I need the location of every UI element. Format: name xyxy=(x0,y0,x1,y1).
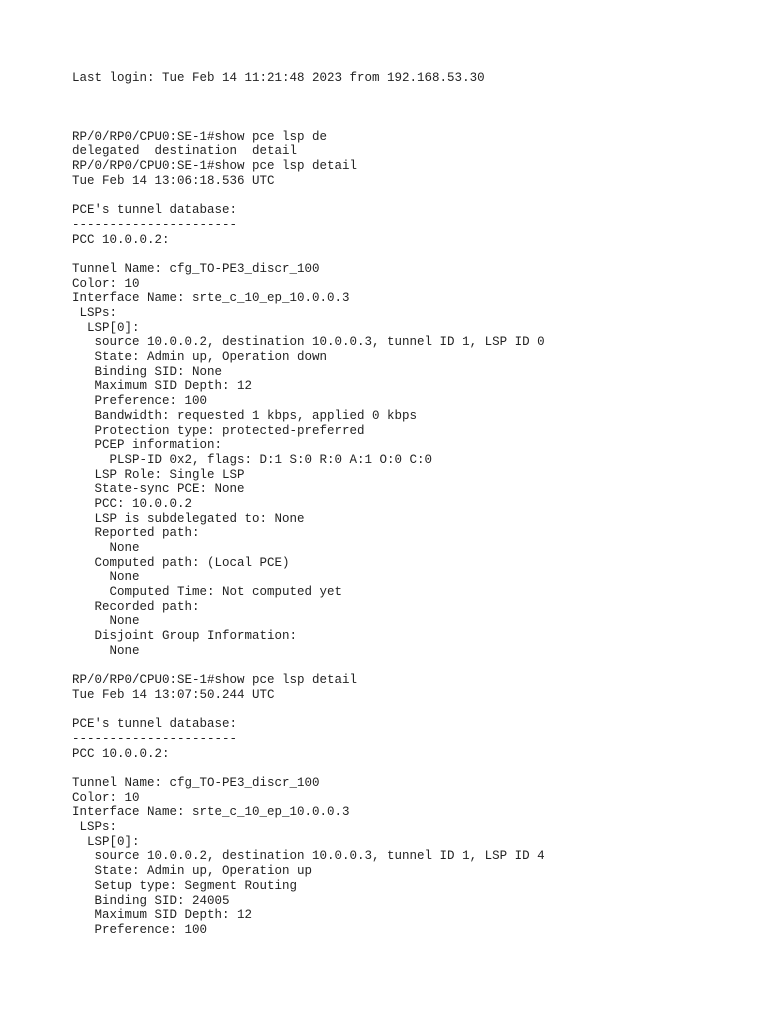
terminal-line: Computed Time: Not computed yet xyxy=(72,585,343,600)
terminal-line: None xyxy=(72,614,140,629)
terminal-line: Maximum SID Depth: 12 xyxy=(72,379,253,394)
terminal-line: Computed path: (Local PCE) xyxy=(72,555,290,570)
terminal-line: State: Admin up, Operation down xyxy=(72,350,328,365)
terminal-line: None xyxy=(72,643,140,658)
terminal-line: source 10.0.0.2, destination 10.0.0.3, tunnel ID 1, LSP ID 4 xyxy=(72,849,545,864)
blank-line xyxy=(72,761,752,776)
terminal-line: PLSP-ID 0x2, flags: D:1 S:0 R:0 A:1 O:0 C:0 xyxy=(72,452,433,467)
terminal-line: Protection type: protected-preferred xyxy=(72,423,365,438)
terminal-line: source 10.0.0.2, destination 10.0.0.3, tunnel ID 1, LSP ID 0 xyxy=(72,335,545,350)
terminal-line: ---------------------- xyxy=(72,731,238,746)
blank-line xyxy=(72,247,752,262)
terminal-line: Binding SID: 24005 xyxy=(72,893,230,908)
terminal-line: RP/0/RP0/CPU0:SE-1#show pce lsp de xyxy=(72,129,328,144)
terminal-line: Recorded path: xyxy=(72,599,200,614)
terminal-line: Maximum SID Depth: 12 xyxy=(72,908,253,923)
terminal-line: Color: 10 xyxy=(72,790,140,805)
terminal-line: LSPs: xyxy=(72,306,118,321)
terminal-line: LSP Role: Single LSP xyxy=(72,467,245,482)
terminal-line: LSPs: xyxy=(72,820,118,835)
blank-line xyxy=(72,189,752,204)
terminal-line: None xyxy=(72,570,140,585)
login-line: Last login: Tue Feb 14 11:21:48 2023 from 192.168.53.30 xyxy=(72,71,485,85)
terminal-line: PCEP information: xyxy=(72,438,223,453)
terminal-line: PCC: 10.0.0.2 xyxy=(72,496,193,511)
terminal-line: Reported path: xyxy=(72,526,200,541)
terminal-line: Tunnel Name: cfg_TO-PE3_discr_100 xyxy=(72,776,320,791)
terminal-line: Color: 10 xyxy=(72,276,140,291)
blank-line xyxy=(72,659,752,674)
terminal-line: PCC 10.0.0.2: xyxy=(72,232,170,247)
terminal-line: PCE's tunnel database: xyxy=(72,717,238,732)
terminal-line: Interface Name: srte_c_10_ep_10.0.0.3 xyxy=(72,805,350,820)
terminal-line: PCE's tunnel database: xyxy=(72,203,238,218)
terminal-line: Binding SID: None xyxy=(72,364,223,379)
terminal-line: State: Admin up, Operation up xyxy=(72,864,313,879)
terminal-line: LSP[0]: xyxy=(72,320,140,335)
terminal-line: RP/0/RP0/CPU0:SE-1#show pce lsp detail xyxy=(72,159,358,174)
terminal-line: delegated destination detail xyxy=(72,144,298,159)
terminal-line: None xyxy=(72,541,140,556)
terminal-line: Tunnel Name: cfg_TO-PE3_discr_100 xyxy=(72,261,320,276)
terminal-lines xyxy=(72,130,752,938)
terminal-line: RP/0/RP0/CPU0:SE-1#show pce lsp detail xyxy=(72,673,358,688)
terminal-line: Setup type: Segment Routing xyxy=(72,878,298,893)
blank-gap xyxy=(72,86,752,130)
terminal-line: LSP[0]: xyxy=(72,834,140,849)
terminal-line: Preference: 100 xyxy=(72,922,208,937)
terminal-output xyxy=(72,71,752,938)
terminal-line: PCC 10.0.0.2: xyxy=(72,746,170,761)
terminal-line: ---------------------- xyxy=(72,217,238,232)
terminal-line: LSP is subdelegated to: None xyxy=(72,511,305,526)
blank-line xyxy=(72,703,752,718)
terminal-line: Bandwidth: requested 1 kbps, applied 0 kbps xyxy=(72,408,418,423)
terminal-line: State-sync PCE: None xyxy=(72,482,245,497)
terminal-line: Disjoint Group Information: xyxy=(72,629,298,644)
terminal-line: Tue Feb 14 13:06:18.536 UTC xyxy=(72,173,275,188)
terminal-line: Interface Name: srte_c_10_ep_10.0.0.3 xyxy=(72,291,350,306)
terminal-line: Tue Feb 14 13:07:50.244 UTC xyxy=(72,687,275,702)
terminal-line: Preference: 100 xyxy=(72,394,208,409)
